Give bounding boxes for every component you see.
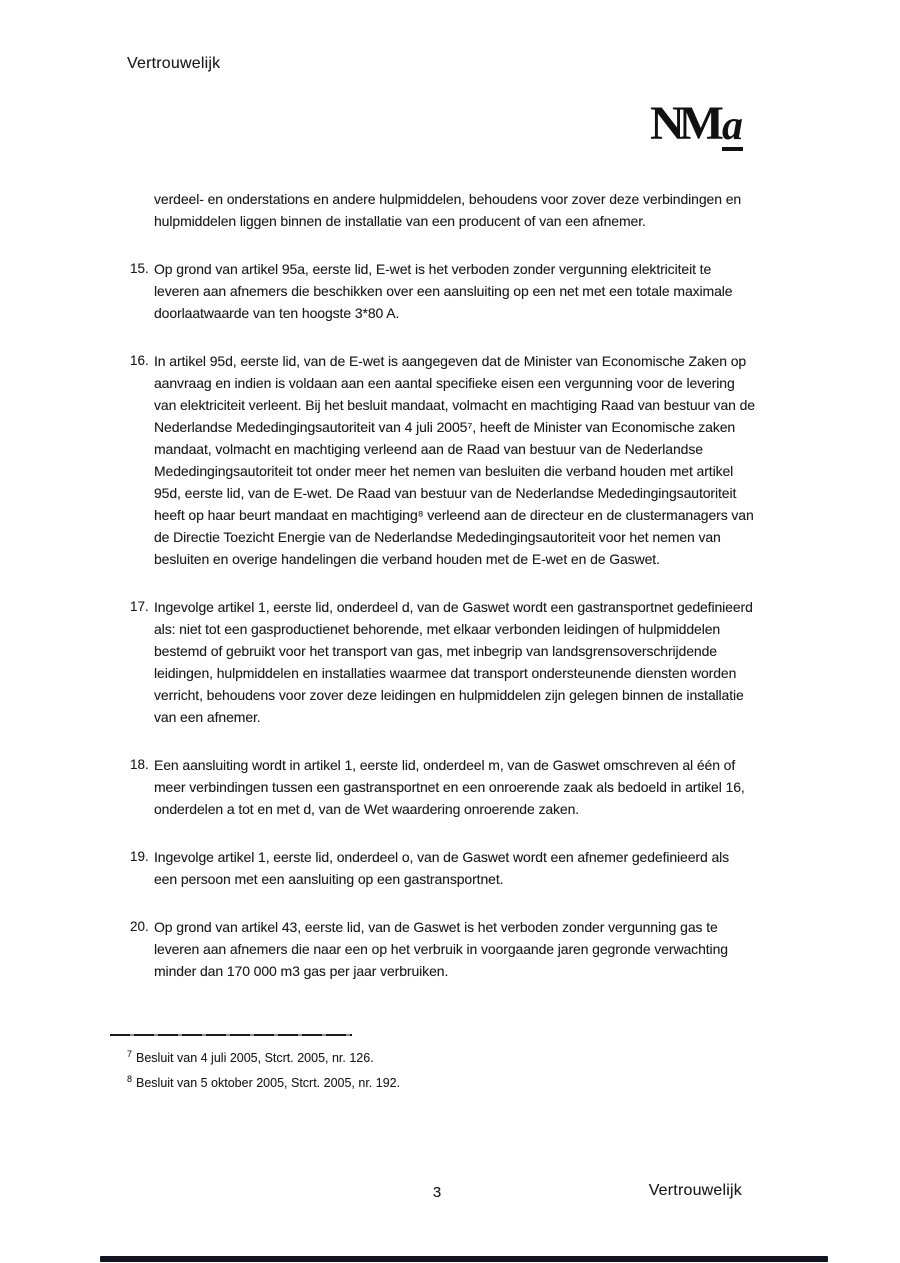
footnotes-section <box>110 1034 610 1096</box>
paragraph-number: 19. <box>130 849 149 864</box>
paragraph-text: Ingevolge artikel 1, eerste lid, onderdeel d, van de Gaswet wordt een gastransportnet gedefinieerd als: niet tot een gasproductienet behorende, met elkaar verbonden leidingen of hulpmiddelen bestemd of gebruikt voor het transport van gas, met inbegrip van landsgrensoverschrijdende leidingen, hulpmiddelen en installaties waarmee dat transport ondersteunende diensten worden verricht, behoudens voor zover deze leidingen en hulpmiddelen zijn gelegen binnen de installatie van een afnemer. <box>154 599 753 725</box>
footnote-8-marker: 8 <box>127 1073 133 1084</box>
nma-logo-nm: NM <box>650 97 718 150</box>
footnote-8-text: Besluit van 5 oktober 2005, Stcrt. 2005, nr. 192. <box>136 1076 401 1090</box>
paragraph-text: verdeel- en onderstations en andere hulpmiddelen, behoudens voor zover deze verbindingen en hulpmiddelen liggen binnen de installatie van een producent of van een afnemer. <box>154 191 742 229</box>
footnote-8 <box>110 1071 610 1096</box>
scan-artifact-bar <box>100 1256 828 1262</box>
paragraph-text: Op grond van artikel 95a, eerste lid, E-wet is het verboden zonder vergunning elektriciteit te leveren aan afnemers die beschikken over een aansluiting op een net met een totale maximale doorlaatwaarde van ten hoogste 3*80 A. <box>154 261 733 321</box>
paragraph-number: 16. <box>130 353 149 368</box>
paragraph-number: 18. <box>130 757 149 772</box>
paragraph <box>130 754 755 820</box>
confidential-header: Vertrouwelijk <box>127 55 221 72</box>
footnote-7 <box>110 1046 610 1071</box>
document-body <box>130 188 755 1008</box>
paragraph-number <box>130 188 154 232</box>
paragraph <box>130 258 755 324</box>
paragraph <box>130 188 755 232</box>
footnote-7-marker: 7 <box>127 1048 133 1059</box>
paragraph <box>130 350 755 570</box>
footnote-separator <box>110 1034 352 1036</box>
nma-logo-a: a <box>721 103 743 149</box>
paragraph <box>130 596 755 728</box>
nma-logo <box>650 96 750 151</box>
paragraph-text: Ingevolge artikel 1, eerste lid, onderdeel o, van de Gaswet wordt een afnemer gedefinieerd als een persoon met een aansluiting op een gastransportnet. <box>154 849 730 887</box>
paragraph-list <box>130 188 755 982</box>
paragraph-number: 17. <box>130 599 149 614</box>
paragraph-number: 15. <box>130 261 149 276</box>
footnote-7-text: Besluit van 4 juli 2005, Stcrt. 2005, nr. 126. <box>136 1051 374 1065</box>
page-number: 3 <box>432 1184 442 1201</box>
paragraph <box>130 846 755 890</box>
confidential-footer: Vertrouwelijk <box>648 1182 742 1199</box>
paragraph <box>130 916 755 982</box>
paragraph-number: 20. <box>130 919 149 934</box>
paragraph-text: In artikel 95d, eerste lid, van de E-wet is aangegeven dat de Minister van Economische Zaken op aanvraag en indien is voldaan aan een aantal specifieke eisen een vergunning voor de levering van elektriciteit verleent. Bij het besluit mandaat, volmacht en machtiging Raad van bestuur van de Nederlandse Mededingingsautoriteit van 4 juli 2005⁷, heeft de Minister van Economische zaken mandaat, volmacht en machtiging verleend aan de Raad van bestuur van de Nederlandse Mededingingsautoriteit tot onder meer het nemen van besluiten die verband houden met artikel 95d, eerste lid, van de E-wet. De Raad van bestuur van de Nederlandse Mededingingsautoriteit heeft op haar beurt mandaat en machtiging⁸ verleend aan de directeur en de clustermanagers van de Directie Toezicht Energie van de Nederlandse Mededingingsautoriteit voor het nemen van besluiten en overige handelingen die verband houden met de E-wet en de Gaswet. <box>154 353 755 567</box>
paragraph-text: Op grond van artikel 43, eerste lid, van de Gaswet is het verboden zonder vergunning gas te leveren aan afnemers die naar een op het verbruik in voorgaande jaren gegronde verwachting minder dan 170 000 m3 gas per jaar verbruiken. <box>154 919 728 979</box>
paragraph-text: Een aansluiting wordt in artikel 1, eerste lid, onderdeel m, van de Gaswet omschreven al één of meer verbindingen tussen een gastransportnet en een onroerende zaak als bedoeld in artikel 16, onderdelen a tot en met d, van de Wet waardering onroerende zaken. <box>154 757 745 817</box>
